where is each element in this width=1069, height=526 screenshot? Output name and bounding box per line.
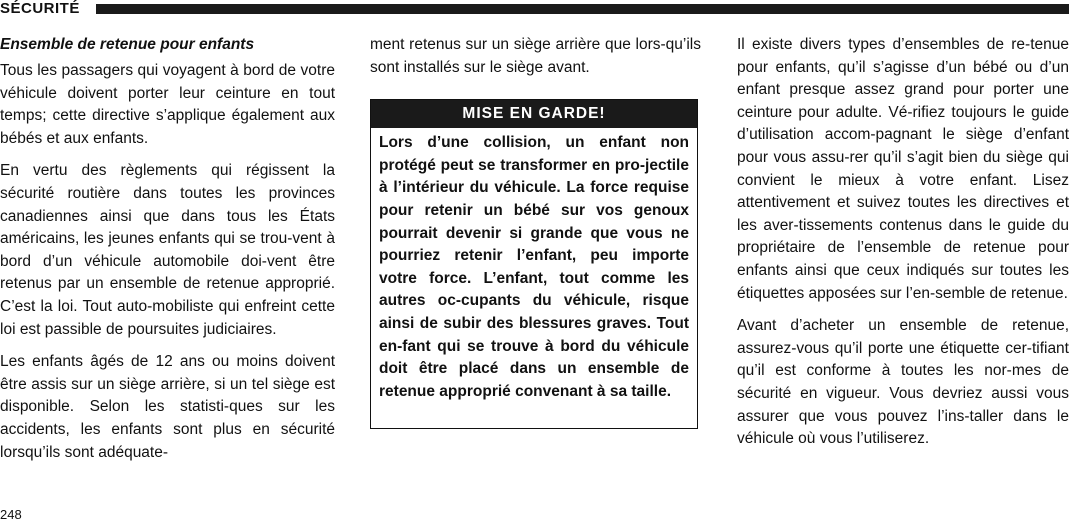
warning-box [370,99,698,429]
middle-column [370,34,701,429]
body-paragraph: Les enfants âgés de 12 ans ou moins doivent être assis sur un siège arrière, si un tel siège est disponible. Selon les statisti-ques sur les accidents, les enfants sont plus en sécurité lorsqu’ils sont adéquate- [0,353,335,461]
body-paragraph-continuation: ment retenus sur un siège arrière que lors-qu’ils sont installés sur le siège avant. [370,36,701,76]
body-paragraph: En vertu des règlements qui régissent la sécurité routière dans toutes les provinces canadiennes ainsi que dans tous les États américains, les jeunes enfants qui se trou-vent à bord d’un véhicule automobile doi-vent être retenus par un ensemble de retenue approprié. C’est la loi. Tout auto-mobiliste qui enfreint cette loi est passible de poursuites judiciaires. [0,162,335,338]
section-title: SÉCURITÉ [0,0,88,18]
body-paragraph: Il existe divers types d’ensembles de re-tenue pour enfants, qu’il s’agisse d’un bébé ou d’un enfant presque assez grand pour porter une ceinture pour adulte. Vé-rifiez toujours le guide d’utilisation accom-pagnant le siège d’enfant pour vous assu-rer qu’il s’agit bien du siège qui convient le mieux à votre enfant. Lisez attentivement et suivez toutes les directives et les aver-tissements contenus dans le guide du propriétaire de l’ensemble de retenue pour enfants ainsi que ceux indiqués sur toutes les étiquettes apposées sur l’en-semble de retenue. [737,36,1069,302]
left-column [0,34,335,474]
page-number: 248 [0,507,22,522]
body-paragraph: Avant d’acheter un ensemble de retenue, assurez-vous qu’il porte une étiquette cer-tifiant qu’il est conforme à toutes les nor-mes de sécurité en vigueur. Vous devriez aussi vous assurer que vous pouvez l’ins-taller dans le véhicule où vous l’utiliserez. [737,317,1069,448]
right-column [737,34,1069,461]
page-header [0,0,1069,22]
warning-title: MISE EN GARDE! [371,100,697,128]
section-heading: Ensemble de retenue pour enfants [0,36,255,53]
warning-text: Lors d’une collision, un enfant non protégé peut se transformer en pro-jectile à l’intérieur du véhicule. La force requise pour retenir un bébé sur vos genoux pourrait devenir si grande que vous ne pourriez retenir l’enfant, peu importe votre force. L’enfant, tout comme les autres oc-cupants du véhicule, risque ainsi de subir des blessures graves. Tout en-fant qui se trouve à bord du véhicule doit être placé dans un ensemble de retenue approprié convenant à sa taille. [379,134,689,400]
body-paragraph: Tous les passagers qui voyagent à bord de votre véhicule doivent porter leur ceinture en tout temps; cette directive s’applique également aux bébés et aux enfants. [0,62,335,147]
header-rule [96,4,1069,14]
